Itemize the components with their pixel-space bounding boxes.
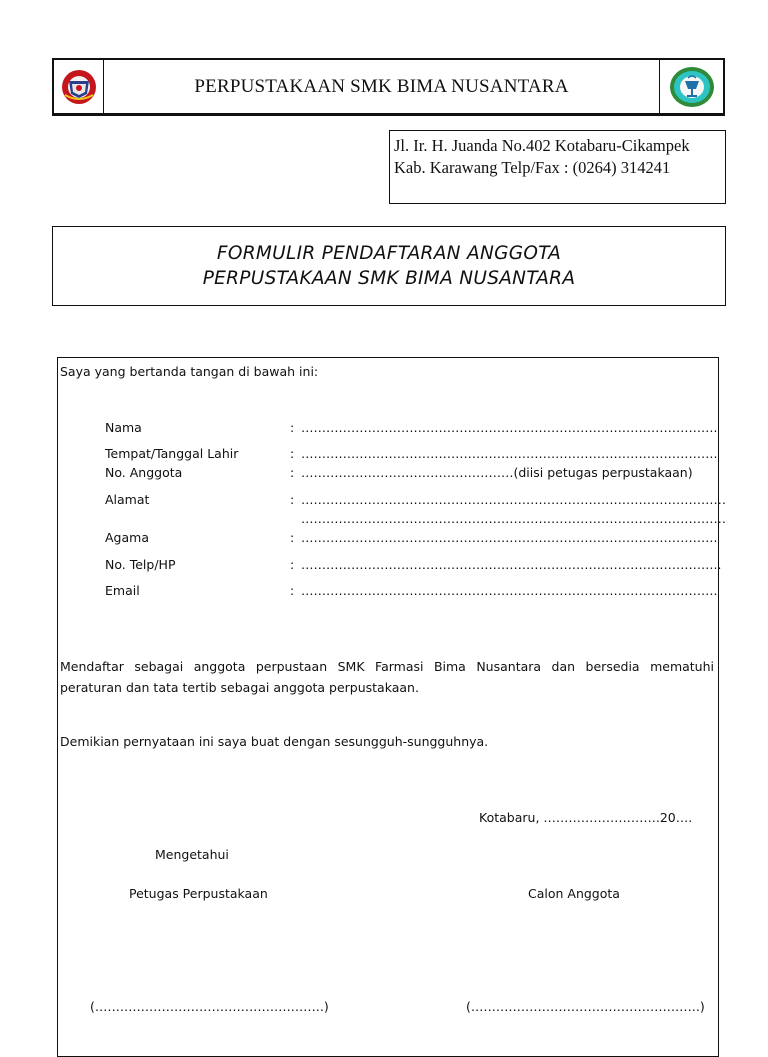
field-colon: : bbox=[290, 465, 295, 480]
right-logo bbox=[659, 60, 723, 113]
field-value-address-2[interactable]: ………………………………………………………………………………………… bbox=[301, 511, 726, 526]
form-title-line-1: FORMULIR PENDAFTARAN ANGGOTA bbox=[216, 243, 562, 264]
officer-label: Petugas Perpustakaan bbox=[129, 886, 268, 901]
left-logo bbox=[54, 60, 104, 113]
field-colon: : bbox=[290, 530, 295, 545]
form-title bbox=[52, 226, 726, 306]
field-label-nama: Nama bbox=[105, 420, 142, 435]
acknowledged-label: Mengetahui bbox=[155, 847, 229, 862]
address-block bbox=[389, 130, 726, 204]
field-colon: : bbox=[290, 557, 295, 572]
candidate-label: Calon Anggota bbox=[528, 886, 620, 901]
school-crest-icon bbox=[59, 67, 99, 107]
field-label-birth: Tempat/Tanggal Lahir bbox=[105, 446, 239, 461]
field-colon: : bbox=[290, 420, 295, 435]
place-date[interactable]: Kotabaru, ……………………….20…. bbox=[479, 810, 693, 825]
registration-form bbox=[57, 357, 722, 1057]
library-name: PERPUSTAKAAN SMK BIMA NUSANTARA bbox=[194, 75, 569, 97]
field-value-member-no[interactable]: ……………………………………………(diisi petugas perpustakaan) bbox=[301, 465, 693, 480]
officer-signature-line[interactable]: (……………………………………………….) bbox=[90, 999, 329, 1014]
field-colon: : bbox=[290, 446, 295, 461]
field-value-birth[interactable]: ………………………………………………………………………………………. bbox=[301, 446, 718, 461]
field-colon: : bbox=[290, 492, 295, 507]
field-value-religion[interactable]: ………………………………………………………………………………………. bbox=[301, 530, 718, 545]
pharmacy-emblem-icon bbox=[667, 65, 717, 109]
field-value-email[interactable]: ………………………………………………………………………………………. bbox=[301, 583, 718, 598]
field-label-religion: Agama bbox=[105, 530, 149, 545]
candidate-signature-line[interactable]: (……………………………………………….) bbox=[466, 999, 705, 1014]
field-label-address: Alamat bbox=[105, 492, 150, 507]
address-line-2: Kab. Karawang Telp/Fax : (0264) 314241 bbox=[394, 158, 671, 177]
field-value-phone[interactable]: ……………………………………………………………………………………….. bbox=[301, 557, 722, 572]
field-label-member-no: No. Anggota bbox=[105, 465, 183, 480]
statement-paragraph: Mendaftar sebagai anggota perpustaan SMK Farmasi Bima Nusantara dan bersedia mematuhi peraturan dan tata tertib sebagai anggota perpustakaan. bbox=[60, 659, 714, 695]
field-colon: : bbox=[290, 583, 295, 598]
field-label-phone: No. Telp/HP bbox=[105, 557, 176, 572]
field-value-address[interactable]: ………………………………………………………………………………………… bbox=[301, 492, 726, 507]
field-label-email: Email bbox=[105, 583, 140, 598]
address-line-1: Jl. Ir. H. Juanda No.402 Kotabaru-Cikampek bbox=[394, 136, 690, 155]
form-title-line-2: PERPUSTAKAAN SMK BIMA NUSANTARA bbox=[202, 268, 576, 289]
letterhead bbox=[52, 58, 725, 116]
intro-text: Saya yang bertanda tangan di bawah ini: bbox=[60, 364, 319, 379]
field-value-nama[interactable]: ………………………………………………………………………………………. bbox=[301, 420, 718, 435]
closing-statement: Demikian pernyataan ini saya buat dengan sesungguh-sungguhnya. bbox=[60, 734, 489, 749]
